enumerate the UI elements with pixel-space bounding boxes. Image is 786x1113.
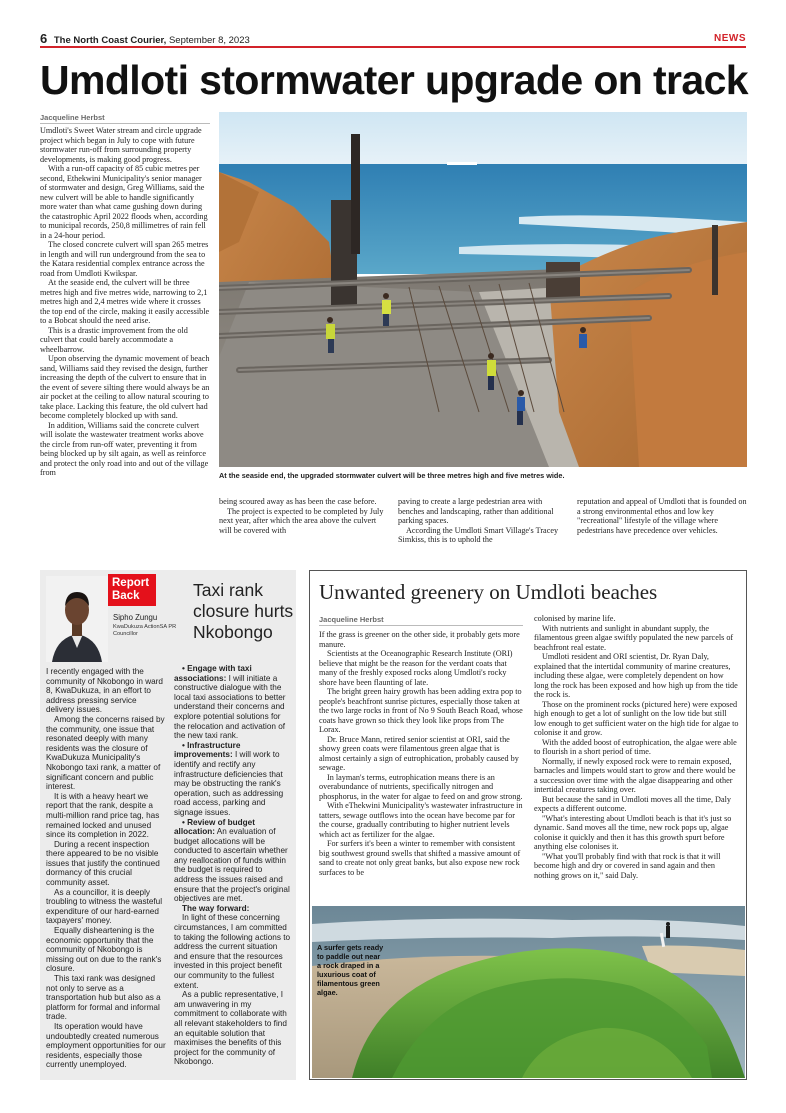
paragraph: According the Umdloti Smart Village's Tracey Simkiss, this is to uphold the bbox=[398, 525, 559, 544]
paragraph-body: In light of these concerning circumstances, I am committed to taking the following actions to address the current situation and ensure that the resources invested in this project benefit our community to the fullest extent. bbox=[174, 913, 291, 990]
author-role: KwaDukuza ActionSA PR Councillor bbox=[113, 624, 177, 637]
main-photo-caption: At the seaside end, the upgraded stormwater culvert will be three metres high and five metres wide. bbox=[219, 471, 565, 480]
page-number: 6 bbox=[40, 31, 48, 46]
greenery-column-2 bbox=[534, 614, 740, 880]
paragraph-lead: • Review of budget allocation: bbox=[174, 817, 255, 837]
paragraph: Equally disheartening is the economic opportunity that the community of Nkobongo is missing out on due to the rank's closure. bbox=[46, 926, 162, 974]
paragraph: For surfers it's been a winter to remember with consistent big southwest ground swells that shifted a massive amount of sand to create not only great banks, but also expose new rock surfaces to be bbox=[319, 839, 521, 877]
main-story-column-3 bbox=[398, 497, 568, 545]
section-label: NEWS bbox=[714, 33, 746, 44]
paragraph-lead: • Engage with taxi associations: bbox=[174, 664, 252, 683]
paragraph: During a recent inspection there appeared to be no visible issues that justify the continued dormancy of this crucial community asset. bbox=[46, 839, 160, 888]
paragraph: paving to create a large pedestrian area with benches and landscaping, rather than additional parking spaces. bbox=[398, 497, 554, 525]
greenery-byline: Jacqueline Herbst bbox=[319, 615, 523, 626]
paragraph: This taxi rank was designed not only to serve as a transportation hub but also as a platform for formal and informal trade. bbox=[46, 974, 161, 1022]
paragraph: "What's interesting about Umdloti beach is that it's just so dynamic. Sand moves all the time, new rock pops up, algae colonise it quickly and then it has this growth spurt before anything else colonises it. bbox=[534, 813, 732, 851]
paragraph-lead: • Infrastructure improvements: bbox=[174, 740, 241, 760]
issue-date: September 8, 2023 bbox=[168, 35, 250, 46]
paragraph: "What you'll probably find with that rock is that it will become high and dry or covered in sand again and then nothing grows on it," said Daly. bbox=[534, 851, 721, 880]
paragraph: Normally, if newly exposed rock were to remain exposed, barnacles and limpets would start to grow and there would be a succession over time with the algae disappearing and other intertidal creatures taking over. bbox=[534, 756, 736, 794]
culvert-construction-photo bbox=[219, 112, 747, 467]
paragraph bbox=[174, 904, 292, 914]
paragraph: being scoured away as has been the case before. bbox=[219, 497, 377, 506]
paragraph: Among the concerns raised by the community, one issue that resonated deeply with many residents was the closure of KwaDukuza Municipality's Nkobongo taxi rank, a matter of significant concern and public interest. bbox=[46, 714, 165, 792]
paragraph: Those on the prominent rocks (pictured here) were exposed high enough to get a lot of sunlight on the low tide but still low enough to get sufficient water on the high tide for algae to colonise it and grow. bbox=[534, 699, 739, 737]
paragraph: Scientists at the Oceanographic Research Institute (ORI) believe that might be the reason for the verdant coats that many of the freshly exposed rocks along Umdloti's rocky shore have been flaunting of late. bbox=[319, 649, 513, 687]
paragraph: Umdloti's Sweet Water stream and circle upgrade project which began in July to cope with future stormwater run-off from surrounding property developments, is making good progress. bbox=[40, 126, 202, 164]
paragraph: Dr. Bruce Mann, retired senior scientist at ORI, said the showy green coats were filamentous green algae that is almost certainly a sign of eutrophication, probably caused by sewage. bbox=[319, 734, 519, 772]
paragraph: With a run-off capacity of 85 cubic metres per second, Ethekwini Municipality's senior manager of stormwater and design, Greg Williams, said the new culvert will be able to handle significantly more water than what came gushing down during the catastrophic April 2022 floods when, according to municipal records, 250,8 millimetres of rain fell in a 24-hour period. bbox=[40, 164, 208, 240]
report-back-tag: Report Back bbox=[108, 574, 156, 606]
paragraph: In addition, Williams said the concrete culvert will isolate the wastewater treatment works above the circle from run-off water, preventing it from being blocked up by silt again, as well as reinforce and protect the only road into and out of the village from bbox=[40, 420, 209, 477]
paragraph-body: I will initiate a constructive dialogue with the local taxi associations to better understand their concerns and explore potential solutions for the relocation and activation of the new taxi rank. bbox=[174, 673, 286, 741]
algae-photo-caption: A surfer gets ready to paddle out near a rock draped in a luxurious coat of filamentous green algae. bbox=[317, 943, 384, 997]
main-story-column-1 bbox=[40, 126, 210, 556]
paragraph: At the seaside end, the culvert will be three metres high and five metres wide, narrowing to 2,1 metres high and 2,4 metres wide where it crosses the top end of the circle, making it easily accessible to a Bobcat should the need arise. bbox=[40, 278, 210, 325]
paragraph-body: An evaluation of budget allocations will be conducted to ascertain whether any reallocation of funds within the budget is required to address the issues raised and ensure that the project's original objectives are met. bbox=[174, 827, 290, 904]
publication-name: The North Coast Courier, bbox=[53, 35, 167, 46]
paragraph: I recently engaged with the community of Nkobongo in ward 8, KwaDukuza, in an effort to address pressing service delivery issues. bbox=[46, 667, 163, 715]
paragraph: The closed concrete culvert will span 265 metres in length and will run underground from the sea to the Katara residential complex entrance across the road from Umdloti Kwikspar. bbox=[40, 240, 209, 278]
paragraph: With the added boost of eutrophication, the algae were able to flourish in a short period of time. bbox=[534, 737, 737, 756]
paragraph: Upon observing the dynamic movement of beach sand, Williams said they revised the design, further increasing the depth of the culvert to ensure that in the event of severe silting there would always be an air pocket at the ceiling to allow natural scouring to take place. Lacking this feature, the old culvert had become completely blocked up with sand. bbox=[40, 354, 210, 420]
paragraph bbox=[174, 990, 292, 1067]
page-header bbox=[40, 31, 250, 46]
paragraph-body: As a public representative, I am unwavering in my commitment to collaborate with all relevant stakeholders to find an equitable solution that maximises the benefits of this project for the community of Nkobongo. bbox=[174, 990, 287, 1067]
paragraph: This is a drastic improvement from the old culvert that could barely accommodate a wheelbarrow. bbox=[40, 325, 188, 354]
paragraph: With eThekwini Municipality's wastewater infrastructure in tatters, sewage outflows into the ocean have become par for the course, gradually contributing to higher nutrient levels which act as fertilizer for the algae. bbox=[319, 801, 523, 839]
paragraph bbox=[174, 664, 292, 741]
header-rule bbox=[40, 46, 746, 48]
paragraph-lead: The way forward: bbox=[182, 903, 250, 913]
paragraph bbox=[174, 818, 292, 904]
report-back-column-2 bbox=[174, 664, 292, 1067]
paragraph: Its operation would have undoubtedly created numerous employment opportunities for our residents, especially those currently unemployed. bbox=[46, 1021, 166, 1070]
paragraph-body: I will work to identify and rectify any infrastructure deficiencies that may be obstructing the rank's operation, such as addressing road access, parking and signage issues. bbox=[174, 750, 284, 817]
greenery-column-1 bbox=[319, 630, 523, 877]
report-back-column-1 bbox=[46, 667, 166, 1070]
main-headline: Umdloti stormwater upgrade on track bbox=[40, 57, 749, 103]
paragraph: But because the sand in Umdloti moves all the time, Daly expects a different outcome. bbox=[534, 794, 731, 813]
paragraph bbox=[174, 741, 292, 818]
greenery-headline: Unwanted greenery on Umdloti beaches bbox=[319, 580, 658, 604]
paragraph: In layman's terms, eutrophication means there is an overabundance of nutrients, specifically nitrogen and phosphorus, in the water for algae to feed on and grow strong. bbox=[319, 772, 523, 801]
paragraph: With nutrients and sunlight in abundant supply, the filamentous green algae swiftly populated the new parcels of beachfront real estate. bbox=[534, 623, 734, 652]
main-byline: Jacqueline Herbst bbox=[40, 113, 210, 124]
paragraph: reputation and appeal of Umdloti that is founded on a strong environmental ethos and low key "recreational" lifestyle of the village where pedestrians have precedence over vehicles. bbox=[577, 497, 747, 535]
paragraph: The project is expected to be completed by July next year, after which the area above the culvert will be covered with bbox=[219, 506, 384, 535]
author-portrait bbox=[46, 576, 108, 662]
author-name: Sipho Zungu bbox=[113, 613, 158, 622]
paragraph: As a councillor, it is deeply troubling to witness the wasteful expenditure of our hard-earned taxpayers' money. bbox=[46, 887, 163, 926]
main-story-column-2 bbox=[219, 497, 389, 535]
paragraph: If the grass is greener on the other side, it probably gets more manure. bbox=[319, 630, 520, 649]
paragraph: It is with a heavy heart we report that the rank, despite a multi-million rand price tag, has remained locked and unused since its completion in 2022. bbox=[46, 791, 160, 840]
paragraph: Umdloti resident and ORI scientist, Dr. Ryan Daly, explained that the intertidal community of marine creatures, including these algae, were completely dependent on how long the rock has been exposed and how high up from the tide the rock is. bbox=[534, 652, 738, 699]
paragraph: colonised by marine life. bbox=[534, 614, 616, 623]
main-story-column-4 bbox=[577, 497, 747, 535]
paragraph: The bright green hairy growth has been adding extra pop to people's beachfront sunrise pictures, especially those taken at the two large rocks in front of No 9 South Beach Road, whose coats have grown so thick they look like props from The Lorax. bbox=[319, 687, 523, 734]
paragraph bbox=[174, 913, 292, 990]
report-back-headline: Taxi rank closure hurts Nkobongo bbox=[193, 580, 294, 642]
